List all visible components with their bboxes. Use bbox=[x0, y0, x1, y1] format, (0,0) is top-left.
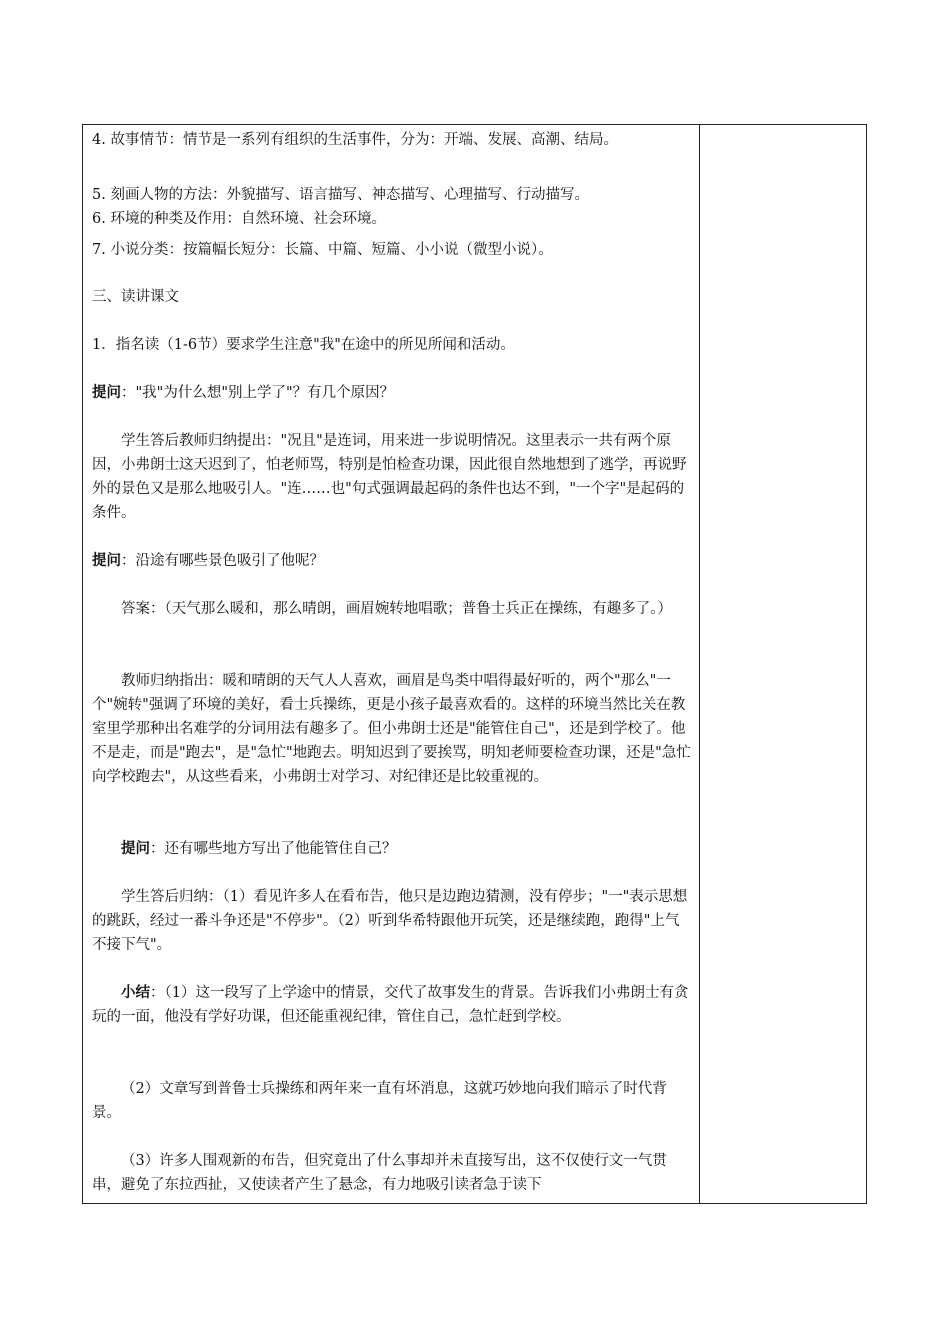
question-label: 提问 bbox=[92, 384, 121, 401]
section-summary bbox=[92, 981, 692, 1029]
question-label: 提问 bbox=[92, 552, 121, 569]
notes-cell bbox=[700, 125, 866, 1203]
section-heading-read-text: 三、读讲课文 bbox=[92, 289, 179, 305]
question-3 bbox=[92, 837, 692, 861]
question-1 bbox=[92, 381, 692, 405]
question-label: 提问 bbox=[121, 840, 150, 857]
point-4-plot: 4. 故事情节：情节是一系列有组织的生活事件，分为：开端、发展、高潮、结局。 bbox=[92, 132, 618, 148]
reading-instruction: 1．指名读（1-6节）要求学生注意"我"在途中的所见所闻和活动。 bbox=[92, 337, 515, 353]
question-2 bbox=[92, 549, 692, 573]
point-6-environment: 6. 环境的种类及作用：自然环境、社会环境。 bbox=[92, 211, 386, 227]
lesson-content-cell bbox=[92, 125, 692, 1203]
question-text: ："我"为什么想"别上学了"？有几个原因？ bbox=[121, 385, 395, 401]
question-text: ：还有哪些地方写出了他能管住自己？ bbox=[150, 841, 397, 857]
summary-point-2: （2）文章写到普鲁士兵操练和两年来一直有坏消息，这就巧妙地向我们暗示了时代背景。 bbox=[92, 1081, 667, 1121]
lesson-table bbox=[82, 124, 867, 1204]
point-7-novel-types: 7. 小说分类：按篇幅长短分：长篇、中篇、短篇、小小说（微型小说）。 bbox=[92, 242, 553, 258]
summary-label: 小结 bbox=[121, 984, 150, 1001]
summary-text: ：（1）这一段写了上学途中的情景，交代了故事发生的背景。告诉我们小弗朗士有贪玩的一面，他没有学好功课，但还能重视纪律，管住自己，急忙赶到学校。 bbox=[92, 985, 689, 1025]
answer-1-summary: 学生答后教师归纳提出："况且"是连词，用来进一步说明情况。这里表示一共有两个原因，小弗朗士这天迟到了，怕老师骂，特别是怕检查功课，因此很自然地想到了逃学，再说野外的景色又是那么地吸引人。"连……也"句式强调最起码的条件也达不到，"一个字"是起码的条件。 bbox=[92, 433, 687, 521]
summary-point-3: （3）许多人围观新的布告，但究竟出了什么事却并未直接写出，这不仅使行文一气贯串，避免了东拉西扯，又使读者产生了悬念，有力地吸引读者急于读下 bbox=[92, 1153, 667, 1193]
point-5-character-methods: 5. 刻画人物的方法：外貌描写、语言描写、神态描写、心理描写、行动描写。 bbox=[92, 187, 589, 203]
teacher-summary: 教师归纳指出：暖和晴朗的天气人人喜欢，画眉是鸟类中唱得最好听的，两个"那么"一个"婉转"强调了环境的美好，看士兵操练，更是小孩子最喜欢看的。这样的环境当然比关在教室里学那种出名难学的分词用法有趣多了。但小弗朗士还是"能管住自己"，还是到学校了。他不是走，而是"跑去"，是"急忙"地跑去。明知迟到了要挨骂，明知老师要检查功课，还是"急忙向学校跑去"，从这些看来，小弗朗士对学习、对纪律还是比较重视的。 bbox=[92, 673, 691, 785]
question-text: ：沿途有哪些景色吸引了他呢？ bbox=[121, 553, 324, 569]
answer-2: 答案：（天气那么暖和，那么晴朗，画眉婉转地唱歌；普鲁士兵正在操练，有趣多了。） bbox=[121, 601, 672, 617]
answer-3-summary: 学生答后归纳：（1）看见许多人在看布告，他只是边跑边猜测，没有停步；"一"表示思想的跳跃，经过一番斗争还是"不停步"。（2）听到华希特跟他开玩笑，还是继续跑，跑得"上气不接下气"。 bbox=[92, 889, 688, 953]
